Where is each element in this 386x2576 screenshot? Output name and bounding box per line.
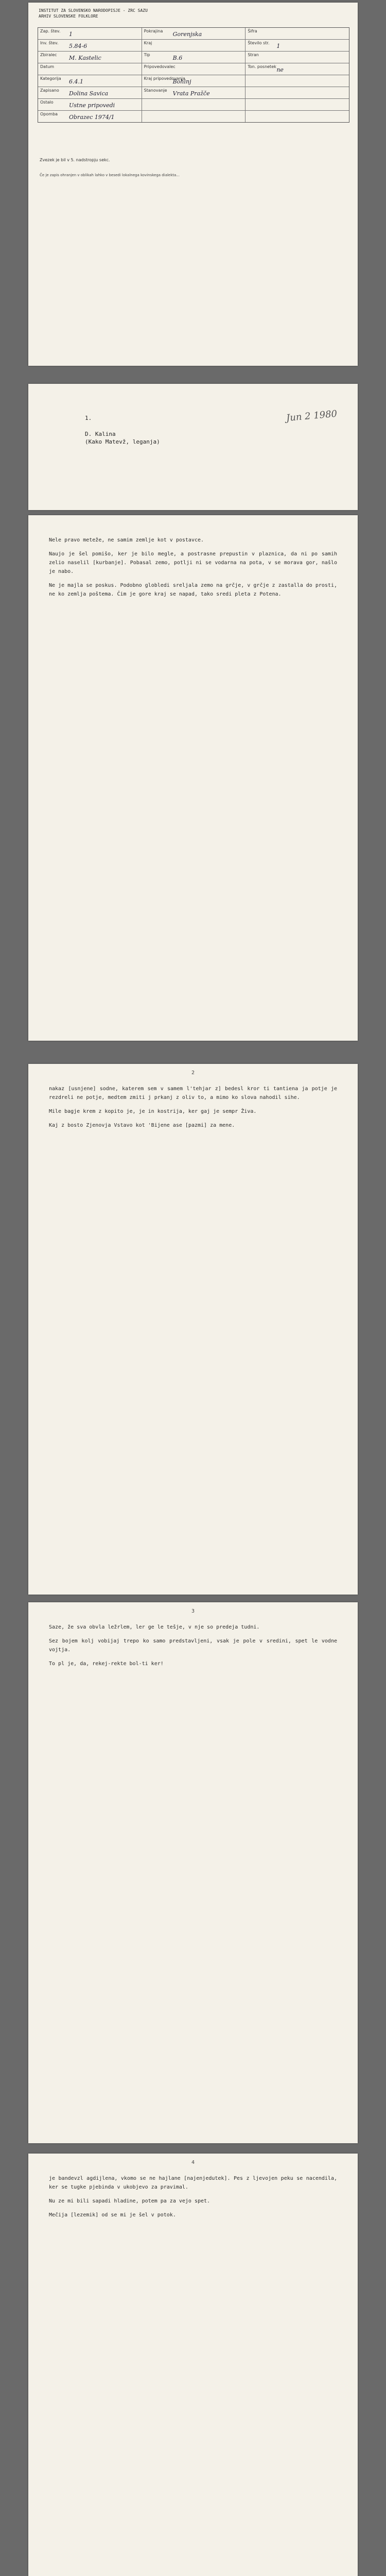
form-row (38, 63, 349, 75)
form-label: Stanovanje (144, 88, 167, 93)
form-cell (142, 40, 246, 51)
metadata-table (38, 27, 349, 123)
archive-note: Zvezek je bil v 5. nadstropju sekc. (40, 158, 110, 162)
paragraph: Sez bojem kolj vobijaj trepo ko samo predstavljeni, vsak je pole v sredini, spet le vodne vojtja. (49, 1638, 337, 1653)
paragraph: Mečija [lezemik] od se mi je šel v potok. (49, 2212, 176, 2218)
form-cell (142, 99, 246, 110)
form-cell (245, 99, 349, 110)
form-value: Vrata Pražče (172, 90, 210, 97)
form-cell (38, 28, 142, 39)
form-cell (245, 111, 349, 122)
form-label: Kraj pripovedovanja (144, 76, 185, 81)
paragraph: Saze, že sva obvla ležrlem, ler ge le tešje, v nje so predeja tudni. (49, 1624, 260, 1630)
form-row (38, 40, 349, 52)
form-row (38, 87, 349, 99)
form-cell (245, 63, 349, 75)
archive-form-sheet (28, 3, 358, 366)
form-cell (142, 28, 246, 39)
form-cell (142, 63, 246, 75)
text-page (28, 2154, 358, 2576)
page-text (49, 1084, 337, 1135)
text-page (28, 515, 358, 1041)
form-cell (245, 75, 349, 87)
form-label: Pokrajina (144, 29, 163, 33)
story-number: 1. (85, 415, 92, 421)
page-number: 3 (191, 1608, 195, 1614)
form-cell (38, 52, 142, 63)
story-title (85, 430, 160, 446)
form-cell (38, 40, 142, 51)
form-row (38, 99, 349, 111)
form-label: Zbiralec (40, 53, 57, 57)
text-page (28, 1602, 358, 2143)
page-text (49, 1623, 337, 1673)
form-cell (245, 87, 349, 98)
form-value: 1 (276, 43, 280, 49)
form-label: Kraj (144, 41, 152, 45)
form-label: Zapisano (40, 88, 59, 93)
page-text (49, 2174, 337, 2225)
form-label: Zap. štev. (40, 29, 61, 33)
form-cell (142, 52, 246, 63)
form-value: 1 (69, 31, 73, 38)
form-footnote: Če je zapis ohranjen v oblikah lahko v besedi lokalnega kovinskega dialekta... (40, 173, 180, 177)
form-value: 6.4.1 (69, 78, 83, 85)
form-value: M. Kastelic (69, 55, 101, 61)
form-value: Bohinj (172, 78, 191, 85)
form-value: Obrazec 1974/1 (69, 114, 115, 121)
form-cell (38, 63, 142, 75)
form-label: Opomba (40, 112, 58, 116)
form-value: Gorenjska (172, 31, 202, 38)
form-label: Stran (248, 53, 259, 57)
page-text (49, 536, 337, 604)
form-row (38, 75, 349, 87)
text-page (28, 1064, 358, 1595)
paragraph: To pl je, da, rekej-rekte bol-ti ker! (49, 1661, 164, 1667)
story-subtitle: (Kako Matevž, leganja) (85, 438, 160, 445)
title-sheet (28, 384, 358, 510)
form-value: B.6 (172, 55, 183, 61)
form-cell (245, 40, 349, 51)
form-row (38, 111, 349, 122)
story-author: D. Kalina (85, 431, 116, 437)
page-number: 4 (191, 2160, 195, 2165)
form-label: Tip (144, 53, 150, 57)
form-cell (142, 75, 246, 87)
form-label: Šifra (248, 29, 257, 33)
form-cell (38, 99, 142, 110)
form-cell (245, 52, 349, 63)
institution-header (39, 8, 193, 19)
form-label: Število str. (248, 41, 270, 45)
form-value: Dolina Savica (69, 90, 109, 97)
form-label: Pripovedovalec (144, 64, 176, 69)
paragraph: Kaj z bosto Zjenovja Vstavo kot 'Bijene ase [pazmi] za mene. (49, 1123, 235, 1128)
form-label: Datum (40, 64, 55, 69)
form-label: Kategorija (40, 76, 61, 81)
institution-line: INSTITUT ZA SLOVENSKO NARODOPISJE - ZRC SAZU (39, 8, 148, 13)
form-cell (142, 87, 246, 98)
date-stamp: Jun 2 1980 (286, 408, 338, 424)
form-value: ne (276, 66, 284, 73)
form-cell (142, 111, 246, 122)
form-cell (38, 75, 142, 87)
form-row (38, 28, 349, 40)
paragraph: nakaz [usnjene] sodne, katerem sem v samem l'tehjar z] bedesl kror ti tantiena ja potje je rezdreli ne potje, medtem zmiti j prkanj z oliv to, a mimo ko slova nahodil sihe. (49, 1086, 337, 1100)
paragraph: Mile bagje krem z kopito je, je in kostrija, ker gaj je sempr Živa. (49, 1109, 257, 1114)
form-value: Ustne pripovedi (69, 102, 115, 109)
form-label: Ton. posnetek (248, 64, 276, 69)
page-number: 2 (191, 1070, 195, 1076)
form-row (38, 52, 349, 63)
paragraph: je bandevzl agdijlena, vkomo se ne hajlane [najenjedutek]. Pes z ljevojen peku se nacendila, ker se tugke pjebinda v ukobjevo za pravimal. (49, 2176, 337, 2190)
form-cell (245, 28, 349, 39)
form-cell (38, 111, 142, 122)
form-cell (38, 87, 142, 98)
paragraph: Nu ze mi bili sapadi hladine, potem pa za vejo spet. (49, 2198, 210, 2204)
paragraph: Ne je majla se poskus. Podobno globledi sreljala zemo na grčje, v grčje z zastalla do prosti, ne ko zemlja poštema. Čim je gore kraj se napad, tako sredi pleta z Potena. (49, 583, 337, 597)
form-label: Ostalo (40, 100, 54, 105)
paragraph: Nele pravo meteže, ne samim zemlje kot v postavce. (49, 537, 204, 543)
paragraph: Naujo je šel pomišo, ker je bilo megle, a postrasne prepustin v plaznica, da ni po samih zelio naselil [kurbanje]. Pobasal zemo, potlji ni se vodarna na pota, v se morava gor, našlo je nabo. (49, 551, 337, 574)
form-label: Inv. štev. (40, 41, 59, 45)
form-value: 5.84-6 (69, 43, 87, 49)
institution-line: ARHIV SLOVENSKE FOLKLORE (39, 14, 98, 19)
